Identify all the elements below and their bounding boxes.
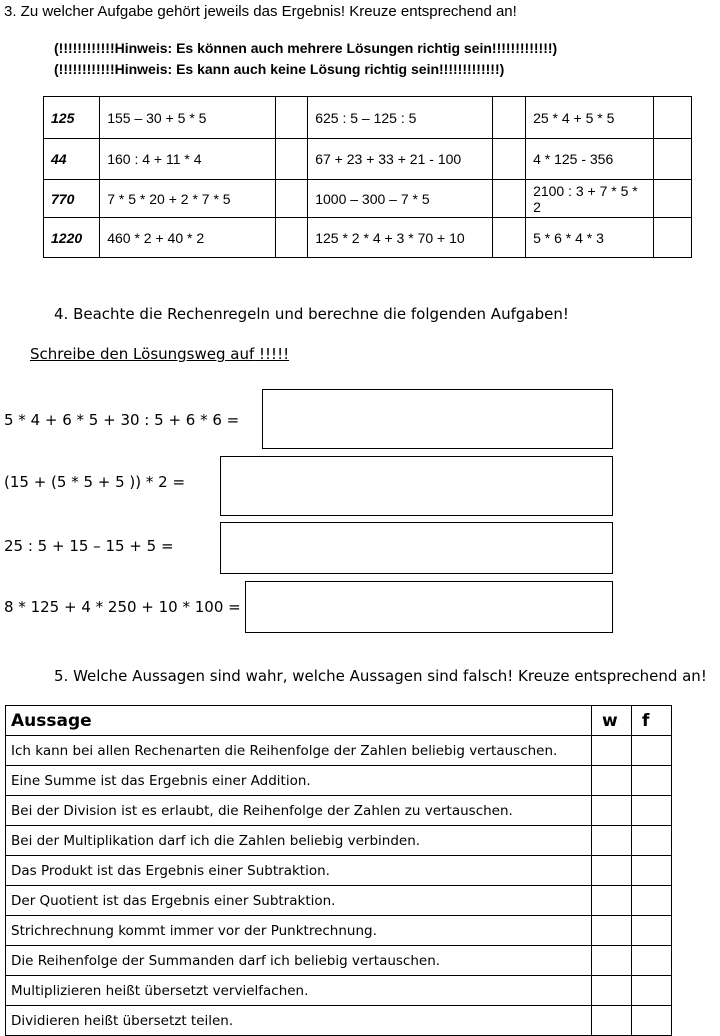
expression-cell: 125 * 2 * 4 + 3 * 70 + 10 xyxy=(308,218,493,258)
checkbox-cell[interactable] xyxy=(493,180,526,218)
checkbox-cell[interactable] xyxy=(653,139,691,180)
task4-equation-4: 8 * 125 + 4 * 250 + 10 * 100 = xyxy=(4,598,241,616)
true-checkbox[interactable] xyxy=(592,796,632,826)
true-checkbox[interactable] xyxy=(592,1006,632,1036)
expression-cell: 625 : 5 – 125 : 5 xyxy=(308,97,493,139)
checkbox-cell[interactable] xyxy=(653,180,691,218)
false-checkbox[interactable] xyxy=(632,916,672,946)
expression-cell: 160 : 4 + 11 * 4 xyxy=(100,139,275,180)
expression-cell: 4 * 125 - 356 xyxy=(526,139,654,180)
task4-subtitle xyxy=(30,345,289,363)
true-checkbox[interactable] xyxy=(592,916,632,946)
task3-hint-none: (!!!!!!!!!!!!Hinweis: Es kann auch keine Lösung richtig sein!!!!!!!!!!!!!) xyxy=(54,61,505,77)
statement-cell: Ich kann bei allen Rechenarten die Reihenfolge der Zahlen beliebig vertauschen. xyxy=(6,736,592,766)
expression-cell: 460 * 2 + 40 * 2 xyxy=(100,218,275,258)
table-row xyxy=(6,826,672,856)
false-checkbox[interactable] xyxy=(632,736,672,766)
checkbox-cell[interactable] xyxy=(653,218,691,258)
table-row xyxy=(6,736,672,766)
task5-title: 5. Welche Aussagen sind wahr, welche Aussagen sind falsch! Kreuze entsprechend an! xyxy=(54,667,707,685)
statement-cell: Die Reihenfolge der Summanden darf ich beliebig vertauschen. xyxy=(6,946,592,976)
table-row xyxy=(6,766,672,796)
checkbox-cell[interactable] xyxy=(275,139,308,180)
statement-cell: Bei der Division ist es erlaubt, die Reihenfolge der Zahlen zu vertauschen. xyxy=(6,796,592,826)
table-row xyxy=(6,886,672,916)
statement-cell: Dividieren heißt übersetzt teilen. xyxy=(6,1006,592,1036)
true-checkbox[interactable] xyxy=(592,856,632,886)
task5-table xyxy=(5,705,672,1036)
statement-cell: Bei der Multiplikation darf ich die Zahlen beliebig verbinden. xyxy=(6,826,592,856)
expression-cell: 67 + 23 + 33 + 21 - 100 xyxy=(308,139,493,180)
answer-box-4[interactable] xyxy=(245,581,613,633)
table-row xyxy=(6,916,672,946)
checkbox-cell[interactable] xyxy=(493,97,526,139)
table-row xyxy=(6,946,672,976)
table-row xyxy=(6,1006,672,1036)
task3-table xyxy=(43,96,692,258)
expression-cell: 25 * 4 + 5 * 5 xyxy=(526,97,654,139)
task4-equation-1: 5 * 4 + 6 * 5 + 30 : 5 + 6 * 6 = xyxy=(4,411,240,429)
statement-header: Aussage xyxy=(6,706,592,736)
table-row xyxy=(6,796,672,826)
true-header: w xyxy=(592,706,632,736)
table-header-row xyxy=(6,706,672,736)
task4-equation-3: 25 : 5 + 15 – 15 + 5 = xyxy=(4,537,174,555)
result-cell: 770 xyxy=(44,180,100,218)
checkbox-cell[interactable] xyxy=(275,97,308,139)
true-checkbox[interactable] xyxy=(592,736,632,766)
true-checkbox[interactable] xyxy=(592,946,632,976)
statement-cell: Multiplizieren heißt übersetzt vervielfachen. xyxy=(6,976,592,1006)
statement-cell: Das Produkt ist das Ergebnis einer Subtraktion. xyxy=(6,856,592,886)
table-row xyxy=(44,180,692,218)
false-checkbox[interactable] xyxy=(632,796,672,826)
table-row xyxy=(6,976,672,1006)
true-checkbox[interactable] xyxy=(592,766,632,796)
result-cell: 125 xyxy=(44,97,100,139)
false-checkbox[interactable] xyxy=(632,826,672,856)
checkbox-cell[interactable] xyxy=(275,180,308,218)
false-checkbox[interactable] xyxy=(632,886,672,916)
expression-cell: 155 – 30 + 5 * 5 xyxy=(100,97,275,139)
expression-cell: 5 * 6 * 4 * 3 xyxy=(526,218,654,258)
statement-cell: Der Quotient ist das Ergebnis einer Subtraktion. xyxy=(6,886,592,916)
result-cell: 44 xyxy=(44,139,100,180)
expression-cell: 1000 – 300 – 7 * 5 xyxy=(308,180,493,218)
checkbox-cell[interactable] xyxy=(653,97,691,139)
task4-equation-2: (15 + (5 * 5 + 5 )) * 2 = xyxy=(4,473,186,491)
task3-hint-multiple: (!!!!!!!!!!!!Hinweis: Es können auch mehrere Lösungen richtig sein!!!!!!!!!!!!!) xyxy=(54,40,558,56)
statement-cell: Strichrechnung kommt immer vor der Punktrechnung. xyxy=(6,916,592,946)
result-cell: 1220 xyxy=(44,218,100,258)
answer-box-1[interactable] xyxy=(262,389,613,449)
table-row xyxy=(44,139,692,180)
false-checkbox[interactable] xyxy=(632,976,672,1006)
checkbox-cell[interactable] xyxy=(493,218,526,258)
checkbox-cell[interactable] xyxy=(275,218,308,258)
false-header: f xyxy=(632,706,672,736)
true-checkbox[interactable] xyxy=(592,826,632,856)
table-row xyxy=(44,218,692,258)
task4-subtitle-text: Schreibe den Lösungsweg auf xyxy=(30,345,255,363)
false-checkbox[interactable] xyxy=(632,856,672,886)
statement-cell: Eine Summe ist das Ergebnis einer Addition. xyxy=(6,766,592,796)
answer-box-2[interactable] xyxy=(220,456,613,516)
checkbox-cell[interactable] xyxy=(493,139,526,180)
task4-subtitle-marks: !!!!! xyxy=(254,345,290,363)
expression-cell: 2100 : 3 + 7 * 5 * 2 xyxy=(526,180,654,218)
task4-title: 4. Beachte die Rechenregeln und berechne die folgenden Aufgaben! xyxy=(54,305,569,323)
expression-cell: 7 * 5 * 20 + 2 * 7 * 5 xyxy=(100,180,275,218)
false-checkbox[interactable] xyxy=(632,946,672,976)
answer-box-3[interactable] xyxy=(220,522,613,574)
true-checkbox[interactable] xyxy=(592,886,632,916)
table-row xyxy=(44,97,692,139)
task3-title: 3. Zu welcher Aufgabe gehört jeweils das Ergebnis! Kreuze entsprechend an! xyxy=(4,3,517,20)
table-row xyxy=(6,856,672,886)
false-checkbox[interactable] xyxy=(632,766,672,796)
false-checkbox[interactable] xyxy=(632,1006,672,1036)
true-checkbox[interactable] xyxy=(592,976,632,1006)
